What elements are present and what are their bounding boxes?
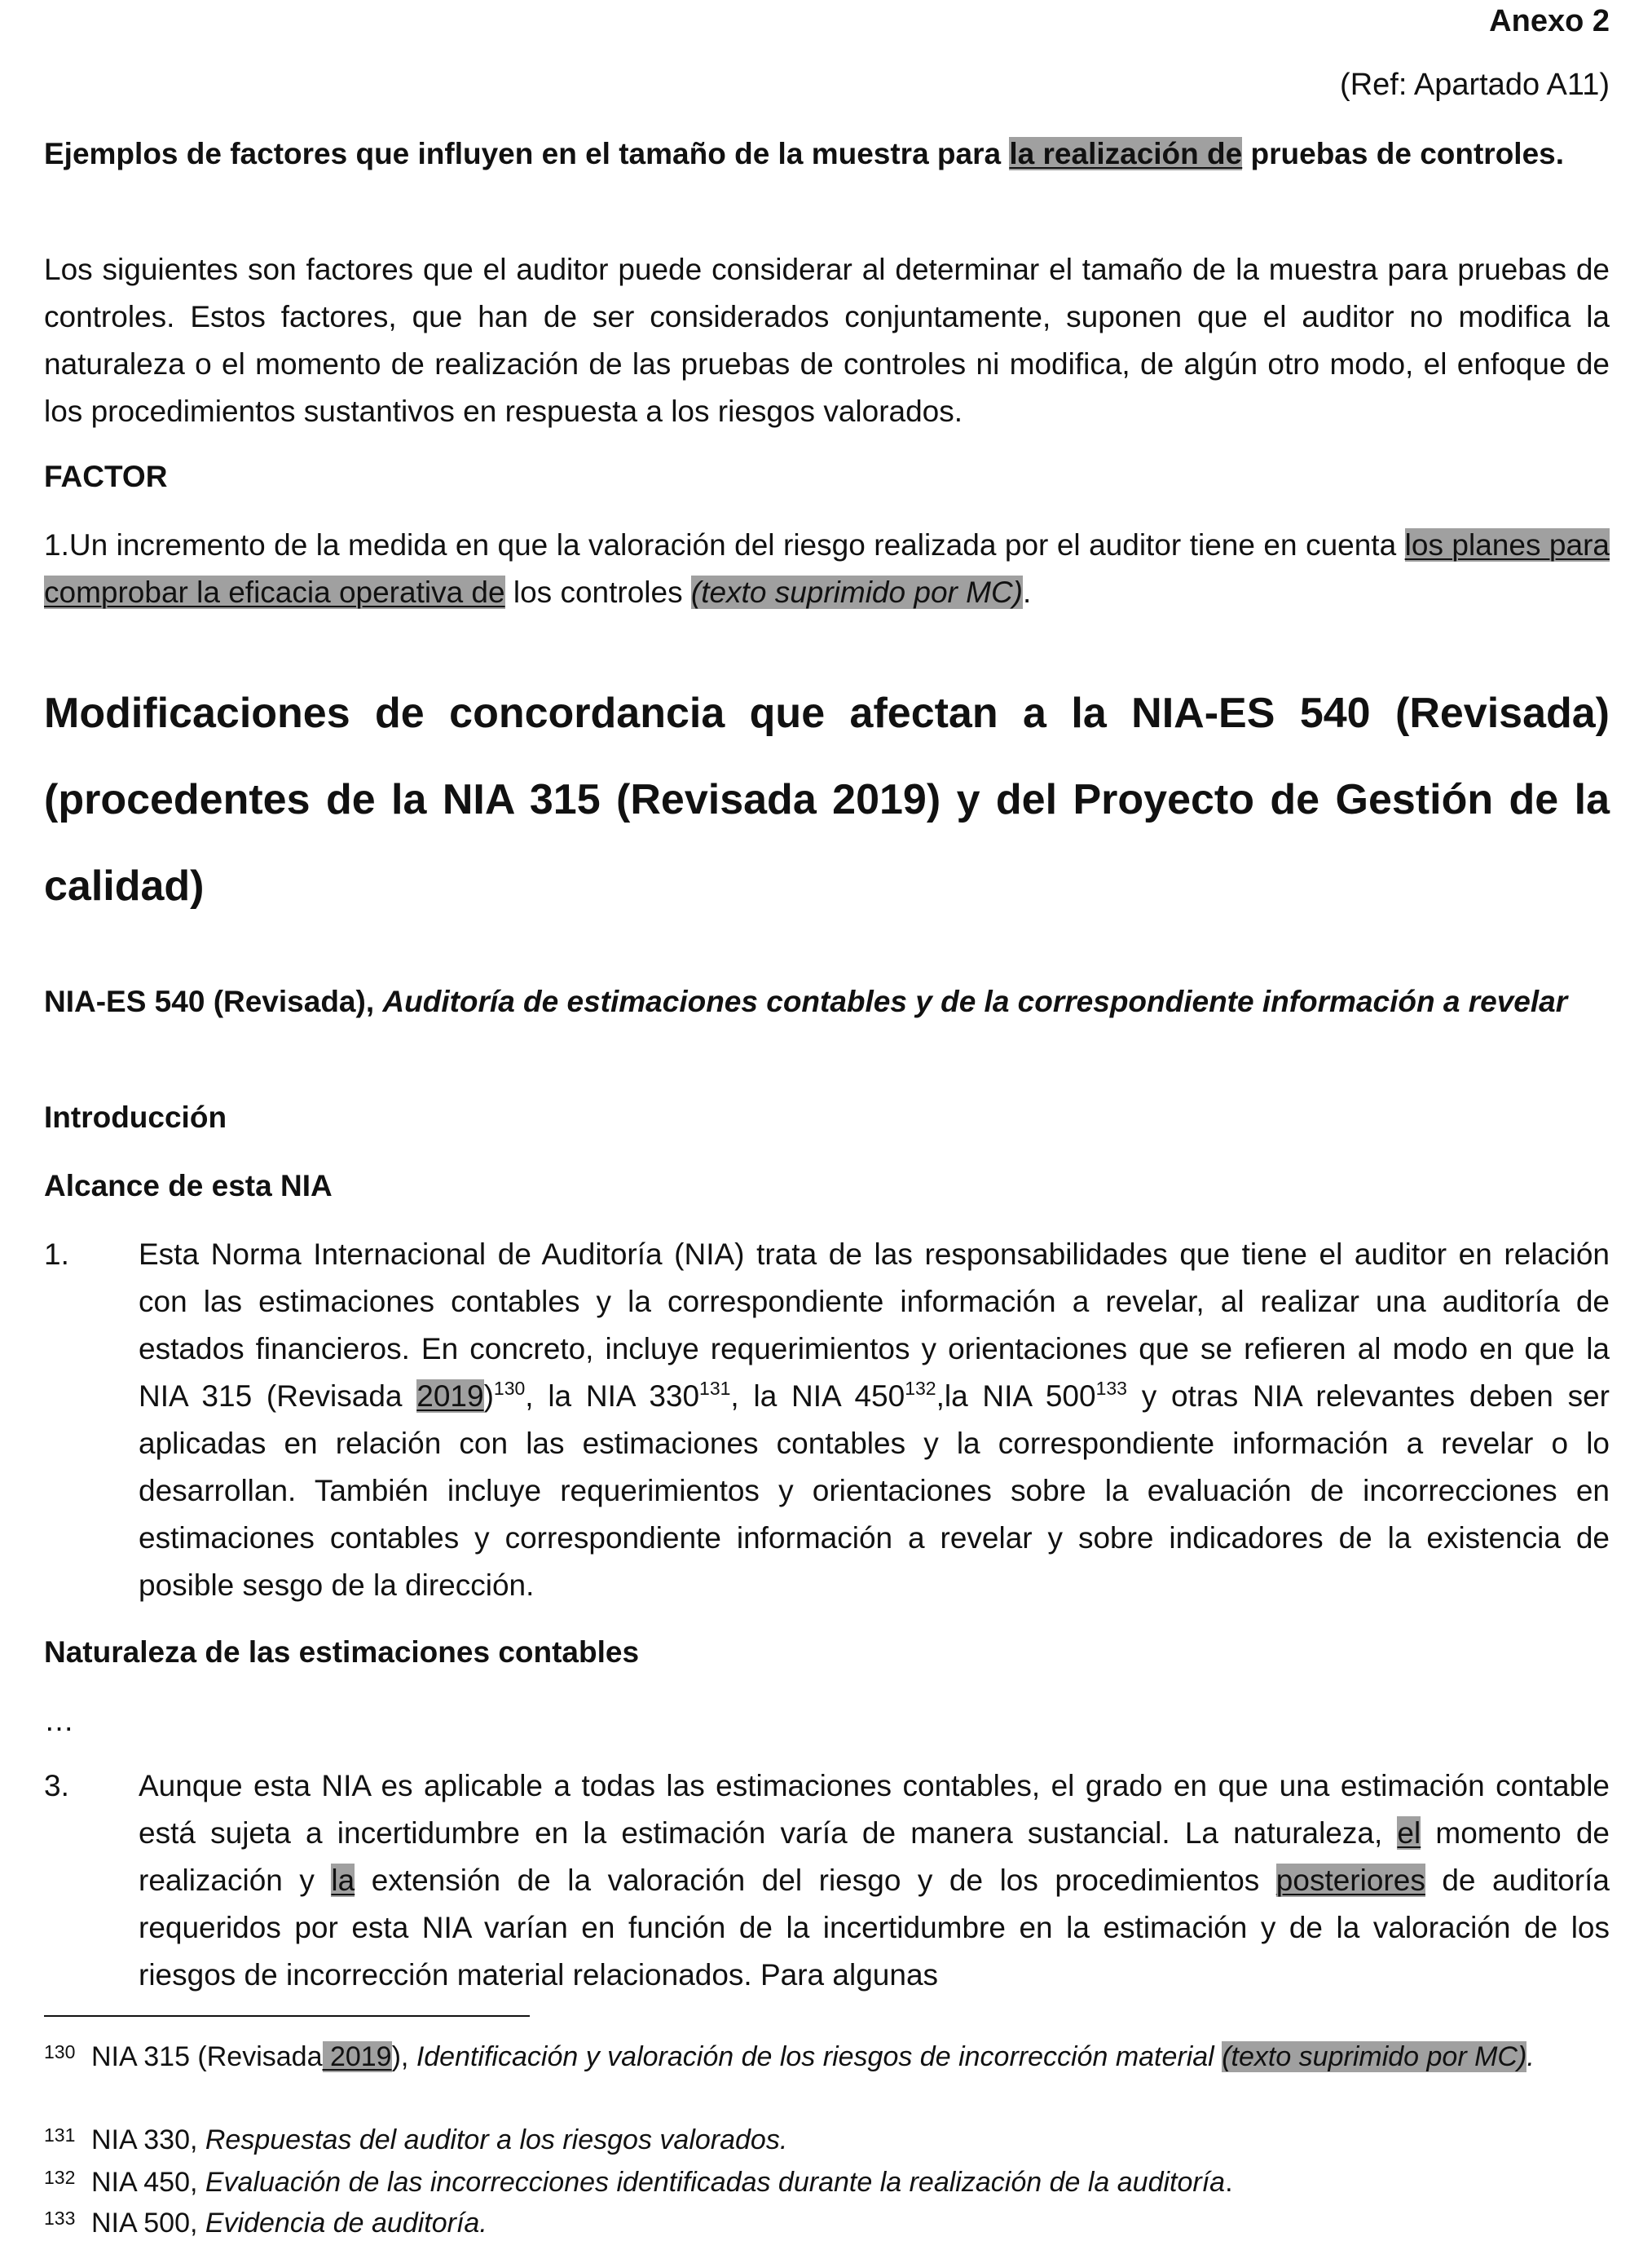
fn-text: ), bbox=[391, 2041, 416, 2072]
annex-label: Anexo 2 bbox=[1489, 4, 1610, 38]
section-heading: Modificaciones de concordancia que afectan a la NIA-ES 540 (Revisada) (procedentes de la NIA 315 (Revisada 2019) y del Proyecto de Gestión de la calidad) bbox=[44, 690, 1610, 910]
fn-title: Evaluación de las incorrecciones identificadas durante la realización de la auditoría bbox=[205, 2167, 1226, 2198]
intro-title bbox=[44, 130, 1610, 178]
p1-text-a: Esta Norma Internacional de Auditoría (NIA) trata de las responsabilidades que tiene el auditor en relación con las estimaciones contables y la correspondiente información a revelar, al realizar una auditoría de estados financieros. En concreto, incluye requerimientos y orientaciones que se refieren al modo en que la NIA 315 (Revisada bbox=[139, 1237, 1610, 1413]
section-subtitle bbox=[44, 978, 1610, 1026]
footnote-text bbox=[91, 2203, 1610, 2243]
footnote-number: 131 bbox=[44, 2124, 76, 2146]
fn-suppressed-note: (texto suprimido por MC) bbox=[1222, 2041, 1527, 2072]
paragraph-1 bbox=[44, 1231, 1610, 1609]
reference-label: (Ref: Apartado A11) bbox=[1340, 68, 1610, 102]
p1-text-e: ,la NIA 500 bbox=[936, 1379, 1096, 1413]
p3-highlight-el: el bbox=[1397, 1816, 1421, 1850]
p3-text-c: extensión de la valoración del riesgo y de los procedimientos bbox=[355, 1864, 1276, 1897]
intro-title-text: Ejemplos de factores que influyen en el tamaño de la muestra para bbox=[44, 137, 1010, 170]
fn-highlight: 2019 bbox=[322, 2041, 392, 2072]
heading-naturaleza: Naturaleza de las estimaciones contables bbox=[44, 1635, 640, 1669]
p1-text-f: y otras NIA relevantes deben ser aplicadas en relación con las estimaciones contables y la correspondiente información a revelar o lo desarrollan. También incluye requerimientos y orientaciones sobre la evaluación de incorrecciones en estimaciones contables y correspondiente información a revelar y sobre indicadores de la existencia de posible sesgo de la dirección. bbox=[139, 1379, 1610, 1602]
footnote-number: 130 bbox=[44, 2041, 76, 2062]
fn-text: . bbox=[1526, 2041, 1535, 2072]
p1-text-c: , la NIA 330 bbox=[525, 1379, 700, 1413]
p3-text-b: momento de realización y bbox=[139, 1816, 1610, 1897]
p3-text-a: Aunque esta NIA es aplicable a todas las estimaciones contables, el grado en que una estimación contable está sujeta a incertidumbre en la estimación varía de manera sustancial. La naturaleza, bbox=[139, 1769, 1610, 1850]
p1-highlight: 2019 bbox=[416, 1379, 484, 1413]
ellipsis: … bbox=[44, 1704, 74, 1737]
footnote-131 bbox=[44, 2120, 1610, 2160]
fn-text: NIA 500, bbox=[91, 2208, 205, 2239]
factor-label: FACTOR bbox=[44, 460, 168, 493]
fn-title: Evidencia de auditoría. bbox=[205, 2208, 487, 2239]
footnote-separator bbox=[44, 2015, 530, 2017]
subtitle-title: Auditoría de estimaciones contables y de la correspondiente información a revelar bbox=[382, 985, 1568, 1018]
p1-text-b: ) bbox=[483, 1379, 494, 1413]
subtitle-standard: NIA-ES 540 (Revisada), bbox=[44, 985, 383, 1018]
p3-text-d: de auditoría requeridos por esta NIA varían en función de la incertidumbre en la estimación y de la valoración de los riesgos de incorrección material relacionados. Para algunas bbox=[139, 1864, 1610, 1992]
factor-suppressed-note: (texto suprimido por MC) bbox=[690, 576, 1023, 609]
factor-text-mid: los controles bbox=[504, 576, 691, 609]
paragraph-text bbox=[139, 1231, 1610, 1609]
footnote-number: 132 bbox=[44, 2167, 76, 2188]
footnote-ref-133[interactable]: 133 bbox=[1095, 1378, 1127, 1399]
fn-text: NIA 315 (Revisada bbox=[91, 2041, 323, 2072]
footnote-number: 133 bbox=[44, 2208, 76, 2229]
footnote-text bbox=[91, 2120, 1610, 2160]
factor-item bbox=[44, 522, 1610, 616]
footnote-text bbox=[91, 2036, 1610, 2077]
fn-text: . bbox=[1225, 2167, 1233, 2198]
p1-text-d: , la NIA 450 bbox=[730, 1379, 905, 1413]
intro-title-highlight: la realización de bbox=[1009, 137, 1243, 170]
fn-title: Respuestas del auditor a los riesgos valorados. bbox=[205, 2124, 788, 2155]
footnote-130 bbox=[44, 2036, 1610, 2077]
fn-text: NIA 450, bbox=[91, 2167, 205, 2198]
fn-text: NIA 330, bbox=[91, 2124, 205, 2155]
paragraph-number: 3. bbox=[44, 1769, 69, 1802]
heading-alcance: Alcance de esta NIA bbox=[44, 1169, 333, 1202]
intro-body: Los siguientes son factores que el auditor puede considerar al determinar el tamaño de la muestra para pruebas de controles. Estos factores, que han de ser considerados conjuntamente, suponen que el auditor no modifica la naturaleza o el momento de realización de las pruebas de controles ni modifica, de algún otro modo, el enfoque de los procedimientos sustantivos en respuesta a los riesgos valorados. bbox=[44, 253, 1610, 428]
footnote-133 bbox=[44, 2203, 1610, 2243]
factor-text-end: . bbox=[1022, 576, 1032, 609]
p3-highlight-la: la bbox=[331, 1864, 355, 1897]
intro-title-text-end: pruebas de controles. bbox=[1242, 137, 1565, 170]
footnote-ref-132[interactable]: 132 bbox=[905, 1378, 936, 1399]
p3-highlight-posteriores: posteriores bbox=[1275, 1864, 1425, 1897]
fn-text bbox=[1214, 2041, 1222, 2072]
heading-introduccion: Introducción bbox=[44, 1101, 227, 1134]
factor-highlight: los planes para comprobar la eficacia operativa de bbox=[44, 528, 1610, 609]
footnote-ref-130[interactable]: 130 bbox=[493, 1378, 526, 1399]
fn-title: Identificación y valoración de los riesgos de incorrección material bbox=[416, 2041, 1214, 2072]
factor-text: 1.Un incremento de la medida en que la valoración del riesgo realizada por el auditor tiene en cuenta bbox=[44, 528, 1405, 562]
paragraph-number: 1. bbox=[44, 1237, 69, 1271]
footnote-132 bbox=[44, 2162, 1610, 2203]
footnote-ref-131[interactable]: 131 bbox=[699, 1378, 731, 1399]
footnote-text bbox=[91, 2162, 1610, 2203]
paragraph-3 bbox=[44, 1762, 1610, 1999]
paragraph-text bbox=[139, 1762, 1610, 1999]
